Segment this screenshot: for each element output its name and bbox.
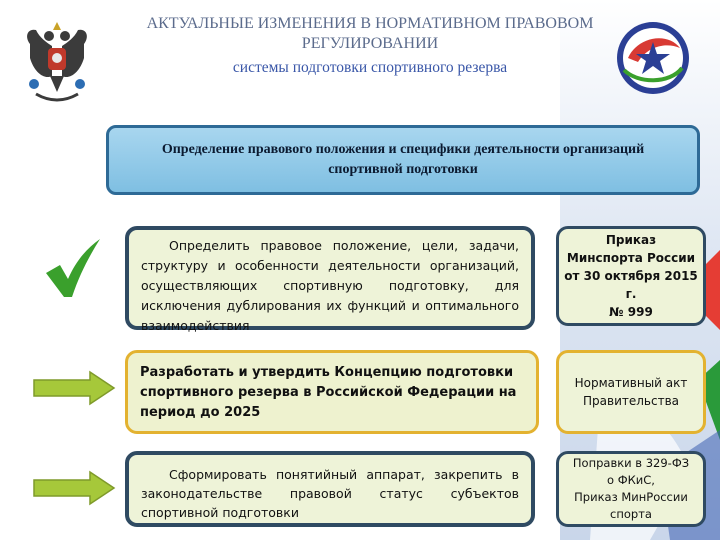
arrow-right-icon xyxy=(32,470,116,506)
task-box-3 xyxy=(125,451,535,527)
checkmark-icon xyxy=(38,235,104,301)
page-title xyxy=(120,14,620,78)
document-1-line-4: № 999 xyxy=(609,305,653,319)
document-3-line-3: Приказ МинРоссии xyxy=(574,490,688,504)
document-2-line-1: Нормативный акт xyxy=(574,376,688,390)
title-line-1: АКТУАЛЬНЫЕ ИЗМЕНЕНИЯ В НОРМАТИВНОМ ПРАВОВОМ xyxy=(146,15,594,32)
document-3-line-2: о ФКиС, xyxy=(607,473,655,487)
main-topic-text: Определение правового положения и специфики деятельности организаций спортивной подготовки xyxy=(161,142,645,177)
document-1-line-3: от 30 октября 2015 г. xyxy=(564,269,698,301)
title-line-2: РЕГУЛИРОВАНИИ xyxy=(301,35,439,52)
task-box-2 xyxy=(125,350,539,434)
task-text-2: Разработать и утвердить Концепцию подготовки спортивного резерва в Российской Федерации на период до 2025 xyxy=(140,365,517,420)
task-text-3: Сформировать понятийный аппарат, закрепить в законодательстве правовой статус субъектов спортивной подготовки xyxy=(141,467,519,520)
document-box-2 xyxy=(556,350,706,434)
document-1-line-2: Минспорта России xyxy=(566,251,696,265)
coat-of-arms-emblem xyxy=(22,14,92,104)
main-topic-box xyxy=(106,125,700,195)
task-box-1 xyxy=(125,226,535,333)
document-box-1 xyxy=(556,226,706,326)
subtitle: системы подготовки спортивного резерва xyxy=(232,59,508,76)
document-3-line-1: Поправки в 329-ФЗ xyxy=(572,456,690,470)
document-1-line-1: Приказ xyxy=(605,233,657,247)
arrow-right-icon xyxy=(32,370,116,406)
document-box-3 xyxy=(556,451,706,527)
document-2-line-2: Правительства xyxy=(583,394,679,408)
task-text-1: Определить правовое положение, цели, задачи, структуру и особенности деятельности организаций, осуществляющих спортивную подготовку, для исключения дублирования их функций и оптимального взаимодействия xyxy=(141,238,519,333)
document-3-line-4: спорта xyxy=(610,507,652,521)
organization-logo xyxy=(608,18,698,100)
